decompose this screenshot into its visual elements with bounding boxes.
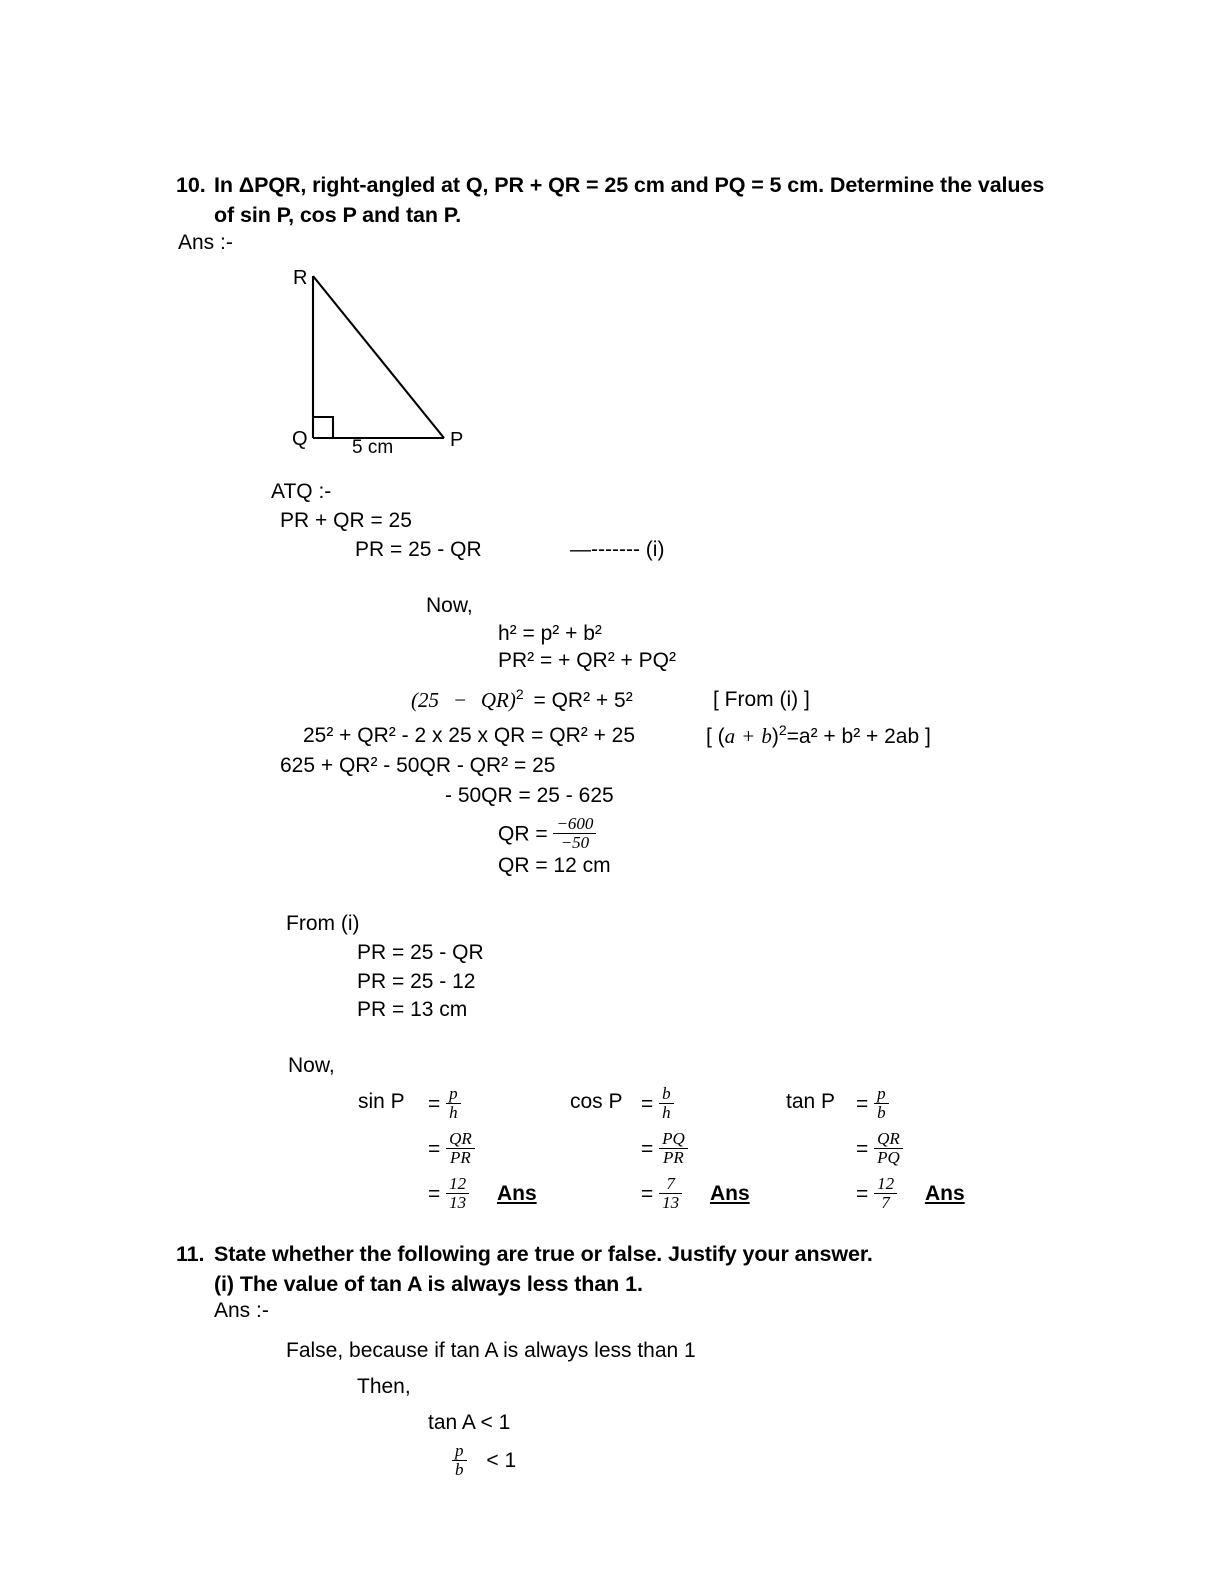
equals-sign: = <box>428 1092 441 1116</box>
note-variable-b: b <box>761 724 772 748</box>
equals-sign: = <box>428 1182 441 1206</box>
simplify-line-1: 625 + QR² - 50QR - QR² = 25 <box>280 754 556 777</box>
vertex-label-q: Q <box>292 428 308 450</box>
qr-result: QR = 12 cm <box>498 854 611 877</box>
ratio-tan-fraction-1 <box>874 1085 889 1123</box>
p-over-b-inequality <box>452 1443 516 1481</box>
question-11-ans-label: Ans :- <box>214 1299 269 1322</box>
pythagoras-pr-line: PR² = + QR² + PQ² <box>498 649 676 672</box>
note-variable-a: a <box>724 724 736 748</box>
ratio-tan-fraction-2 <box>874 1130 903 1168</box>
side-rp <box>313 276 444 438</box>
question-11-heading <box>176 1239 1076 1299</box>
p-over-b-denominator: b <box>455 1460 464 1480</box>
note-power: 2 <box>778 722 787 738</box>
base-length-label: 5 cm <box>352 437 394 458</box>
qr-fraction-line <box>498 816 596 854</box>
ratio-tan-den-2: PQ <box>877 1148 900 1168</box>
tan-a-inequality: tan A < 1 <box>428 1411 511 1434</box>
question-11-number: 11. <box>176 1242 205 1266</box>
ratio-sin-den-1: h <box>449 1103 458 1123</box>
ratio-tan-row-2 <box>856 1131 903 1169</box>
note-open-bracket: [ ( <box>706 725 725 748</box>
equation-pr: PR = 25 - QR <box>355 538 482 561</box>
from-i-line-3: PR = 13 cm <box>357 998 468 1021</box>
vertex-label-p: P <box>450 429 464 451</box>
ratio-tan-fraction-3 <box>874 1175 897 1213</box>
ratio-cos-fraction-2 <box>659 1130 688 1168</box>
ratio-tan-row-3 <box>856 1176 965 1214</box>
ratio-sin-fraction-1 <box>446 1085 461 1123</box>
ratio-sin-row-2 <box>428 1131 475 1169</box>
vertex-label-r: R <box>293 267 308 289</box>
then-label: Then, <box>357 1375 411 1398</box>
note-rest: =a² + b² + 2ab ] <box>786 725 931 748</box>
note-plus-sign: + <box>741 724 756 748</box>
question-10-ans-label: Ans :- <box>178 231 233 254</box>
ratio-sin-num-1: p <box>446 1085 461 1104</box>
ratio-cos-fraction-3 <box>659 1175 682 1213</box>
expand-lhs-open: (25 <box>411 688 439 712</box>
question-10-text-line2: of sin P, cos P and tan P. <box>214 203 462 227</box>
triangle-diagram-pqr <box>280 262 500 467</box>
expand-lhs-power: 2 <box>515 686 524 702</box>
ratio-cos-row-1 <box>641 1086 674 1124</box>
equals-sign: = <box>641 1092 654 1116</box>
qr-fraction-prefix: QR = <box>498 822 548 846</box>
equals-sign: = <box>428 1137 441 1161</box>
ratio-tan-num-1: p <box>874 1085 889 1104</box>
ratio-tan-num-3: 12 <box>874 1175 897 1194</box>
expand-rhs: = QR² + 5² <box>533 689 633 712</box>
ratio-label-sin-p: sin P <box>358 1090 405 1113</box>
expand-lhs-qr: QR) <box>480 688 516 712</box>
p-over-b-fraction <box>452 1442 467 1480</box>
ratio-cos-row-2 <box>641 1131 688 1169</box>
equals-sign: = <box>856 1137 869 1161</box>
ratio-cos-row-3 <box>641 1176 750 1214</box>
ratio-sin-fraction-2 <box>446 1130 475 1168</box>
atq-label: ATQ :- <box>271 480 332 503</box>
equation-sum: PR + QR = 25 <box>280 509 412 532</box>
ans-word-cos: Ans <box>709 1182 750 1206</box>
binomial-identity-note <box>706 723 931 750</box>
question-11-text-line2: (i) The value of tan A is always less than 1. <box>214 1272 643 1296</box>
ans-word-sin: Ans <box>496 1182 537 1206</box>
ratio-label-cos-p: cos P <box>570 1090 623 1113</box>
ratio-tan-row-1 <box>856 1086 889 1124</box>
now-label-1: Now, <box>426 594 473 617</box>
ratio-tan-den-1: b <box>877 1103 886 1123</box>
ratio-sin-fraction-3 <box>446 1175 469 1213</box>
ratio-tan-num-2: QR <box>874 1130 903 1149</box>
equals-sign: = <box>856 1092 869 1116</box>
ratio-sin-row-1 <box>428 1086 461 1124</box>
question-11-reason: False, because if tan A is always less than 1 <box>286 1339 696 1362</box>
qr-fraction-numerator: −600 <box>553 815 596 834</box>
pythagoras-h-line: h² = p² + b² <box>498 622 602 645</box>
question-11-text-line1: State whether the following are true or false. Justify your answer. <box>214 1242 873 1266</box>
expand-note-from-i: [ From (i) ] <box>713 688 810 711</box>
qr-fraction-denominator: −50 <box>560 833 590 853</box>
expand-lhs-minus: − <box>452 688 468 712</box>
question-10-number: 10. <box>176 173 206 197</box>
simplify-line-2: - 50QR = 25 - 625 <box>445 784 614 807</box>
ratio-cos-num-2: PQ <box>659 1130 688 1149</box>
question-10-heading <box>176 170 1076 230</box>
qr-fraction <box>553 815 596 853</box>
now-label-2: Now, <box>288 1054 335 1077</box>
ratio-cos-num-1: b <box>659 1085 674 1104</box>
ratio-cos-fraction-1 <box>659 1085 674 1123</box>
question-10-text-line1: In ΔPQR, right-angled at Q, PR + QR = 25 cm and PQ = 5 cm. Determine the values <box>214 173 1045 197</box>
ratio-sin-row-3 <box>428 1176 537 1214</box>
ratio-sin-num-3: 12 <box>446 1175 469 1194</box>
right-angle-marker <box>313 417 333 438</box>
ratio-sin-den-3: 13 <box>449 1193 467 1213</box>
equals-sign: = <box>641 1182 654 1206</box>
p-over-b-comparison: < 1 <box>486 1449 517 1473</box>
note-close-paren: ) <box>771 725 779 748</box>
ratio-sin-den-2: PR <box>450 1148 471 1168</box>
equals-sign: = <box>856 1182 869 1206</box>
p-over-b-numerator: p <box>452 1442 467 1461</box>
ratio-tan-den-3: 7 <box>881 1193 890 1213</box>
reference-i: —------- (i) <box>570 538 665 561</box>
equals-sign: = <box>641 1137 654 1161</box>
ratio-sin-num-2: QR <box>446 1130 475 1149</box>
ans-word-tan: Ans <box>924 1182 965 1206</box>
from-i-line-2: PR = 25 - 12 <box>357 970 476 993</box>
from-i-label: From (i) <box>286 912 360 935</box>
ratio-cos-den-2: PR <box>663 1148 684 1168</box>
binomial-expansion-line: 25² + QR² - 2 x 25 x QR = QR² + 25 <box>303 724 636 747</box>
ratio-cos-num-3: 7 <box>659 1175 682 1194</box>
ratio-cos-den-1: h <box>662 1103 671 1123</box>
from-i-line-1: PR = 25 - QR <box>357 941 484 964</box>
expand-square-line <box>411 687 633 714</box>
ratio-label-tan-p: tan P <box>786 1090 836 1113</box>
ratio-cos-den-3: 13 <box>662 1193 680 1213</box>
